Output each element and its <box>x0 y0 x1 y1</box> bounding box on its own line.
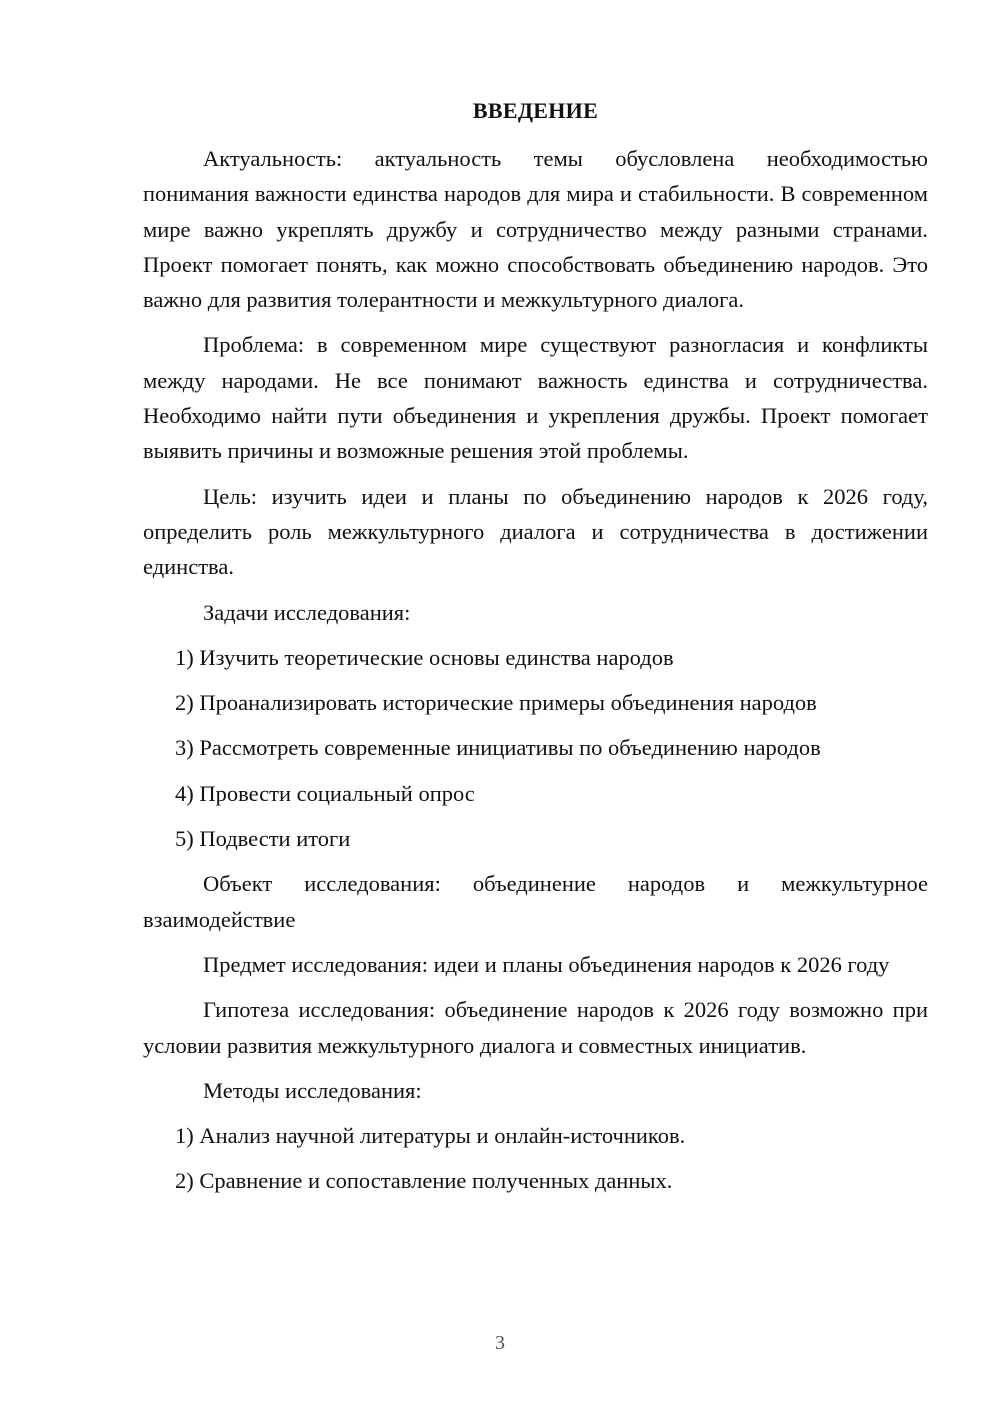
list-item: 1) Анализ научной литературы и онлайн-источников. <box>175 1123 686 1149</box>
list-item: 5) Подвести итоги <box>175 826 351 852</box>
goal-paragraph: Цель: изучить идеи и планы по объединению народов к 2026 году, определить роль межкультурного диалога и сотрудничества в достижении единства. <box>143 483 928 580</box>
methods-label: Методы исследования: <box>203 1077 422 1103</box>
hypothesis-paragraph: Гипотеза исследования: объединение народов к 2026 году возможно при условии развития межкультурного диалога и совместных инициатив. <box>143 997 928 1058</box>
subject-paragraph: Предмет исследования: идеи и планы объединения народов к 2026 году <box>203 951 890 977</box>
problem-paragraph: Проблема: в современном мире существуют разногласия и конфликты между народами. Не все понимают важность единства и сотрудничества. Необходимо найти пути объединения и укрепления дружбы. Проект помогает выявить причины и возможные решения этой проблемы. <box>143 332 928 464</box>
object-paragraph: Объект исследования: объединение народов и межкультурное взаимодействие <box>143 871 928 932</box>
methods-list <box>143 1118 928 1199</box>
list-item: 2) Проанализировать исторические примеры объединения народов <box>175 690 817 716</box>
list-item: 4) Провести социальный опрос <box>175 780 475 806</box>
list-item: 2) Сравнение и сопоставление полученных данных. <box>175 1168 673 1194</box>
list-item: 3) Рассмотреть современные инициативы по объединению народов <box>175 735 821 761</box>
section-heading: ВВЕДЕНИЕ <box>472 98 599 123</box>
tasks-list <box>143 640 928 856</box>
tasks-label: Задачи исследования: <box>203 599 411 625</box>
document-page <box>143 95 928 1209</box>
relevance-paragraph: Актуальность: актуальность темы обусловлена необходимостью понимания важности единства народов для мира и стабильности. В современном мире важно укреплять дружбу и сотрудничество между разными странами. Проект помогает понять, как можно способствовать объединению народов. Это важно для развития толерантности и межкультурного диалога. <box>143 146 928 313</box>
page-number: 3 <box>495 1332 505 1354</box>
list-item: 1) Изучить теоретические основы единства народов <box>175 644 674 670</box>
